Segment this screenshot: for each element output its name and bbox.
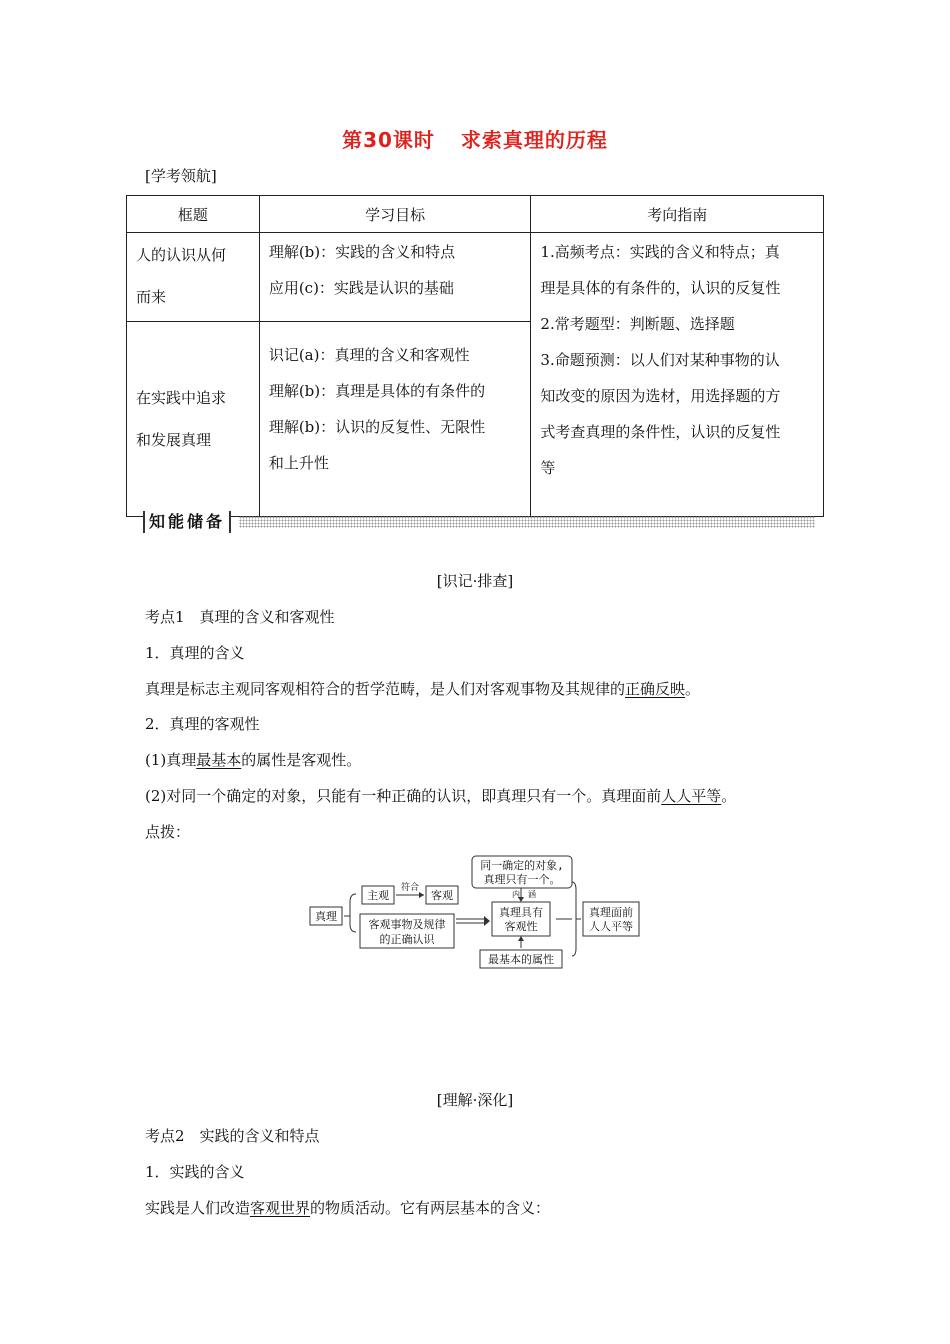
section-banner: [143, 511, 815, 533]
label-equal-2: 人人平等: [589, 920, 633, 933]
label-equal-1: 真理面前: [589, 906, 633, 919]
brace-left: [344, 894, 356, 932]
lesson-title: 第30课时 求索真理的历程: [342, 128, 608, 152]
guide-cell: 1.高频考点：实践的含义和特点；真 理是具体的有条件的，认识的反复性 2.常考题型：判断题、选择题 3.命题预测：以人们对某种事物的认 知改变的原因为选材，用选择题的方 式考查真理的条件性，认识的反复性 等: [531, 233, 824, 517]
part1-heading: [识记·排查]: [436, 572, 514, 590]
point2-title: 考点2 实践的含义和特点: [145, 1127, 320, 1145]
point1-title: 考点1 真理的含义和客观性: [145, 608, 335, 626]
label-correct-1: 客观事物及规律: [368, 918, 446, 931]
point2-sub1: 1．实践的含义: [145, 1163, 245, 1181]
brace-right: [572, 882, 576, 956]
label-has-obj-1: 真理具有: [499, 906, 543, 919]
label-basic: 最基本的属性: [488, 953, 554, 966]
arrowhead-match: [419, 892, 424, 898]
truth-concept-diagram: [300, 852, 650, 977]
label-one-2: 真理只有一个。: [483, 873, 561, 886]
label-one-1: 同一确定的对象,: [480, 859, 564, 872]
label-connote: 内 涵: [512, 890, 536, 899]
dotted-rule: [239, 516, 815, 528]
double-arrow: [456, 919, 486, 923]
objectivity-item1: (1)真理最基本的属性是客观性。: [145, 751, 362, 769]
practice-definition: 实践是人们改造客观世界的物质活动。它有两层基本的含义：: [145, 1199, 551, 1217]
label-match: 符合: [400, 883, 420, 893]
section-tag: 知能储备: [143, 511, 231, 533]
truth-definition: 真理是标志主观同客观相符合的哲学范畴，是人们对客观事物及其规律的正确反映。: [145, 680, 701, 698]
label-truth: 真理: [315, 910, 337, 923]
row1-frame: 人的认识从何 而来: [127, 233, 260, 322]
study-plan-table: [126, 195, 824, 517]
arrowhead-basic: [518, 936, 524, 941]
part2-heading: [理解·深化]: [436, 1091, 514, 1109]
point1-sub2: 2．真理的客观性: [145, 715, 260, 733]
header-frame: 框题: [127, 196, 260, 233]
tip-label: 点拨：: [145, 823, 191, 841]
label-subjective: 主观: [367, 889, 389, 902]
row2-goals: 识记(a)：真理的含义和客观性 理解(b)：真理是具体的有条件的 理解(b)：认识的反复性、无限性 和上升性: [259, 322, 531, 517]
nav-label: [学考领航]: [145, 167, 217, 185]
header-guide: 考向指南: [531, 196, 824, 233]
row2-frame: 在实践中追求 和发展真理: [127, 322, 260, 517]
arrowhead-double: [484, 916, 490, 926]
label-objective: 客观: [431, 889, 453, 902]
row1-goals: 理解(b)：实践的含义和特点 应用(c)：实践是认识的基础: [259, 233, 531, 322]
header-goals: 学习目标: [259, 196, 531, 233]
objectivity-item2: (2)对同一个确定的对象，只能有一种正确的认识，即真理只有一个。真理面前人人平等。: [145, 787, 737, 805]
label-correct-2: 的正确认识: [379, 933, 435, 946]
label-has-obj-2: 客观性: [504, 920, 538, 933]
point1-sub1: 1．真理的含义: [145, 644, 245, 662]
